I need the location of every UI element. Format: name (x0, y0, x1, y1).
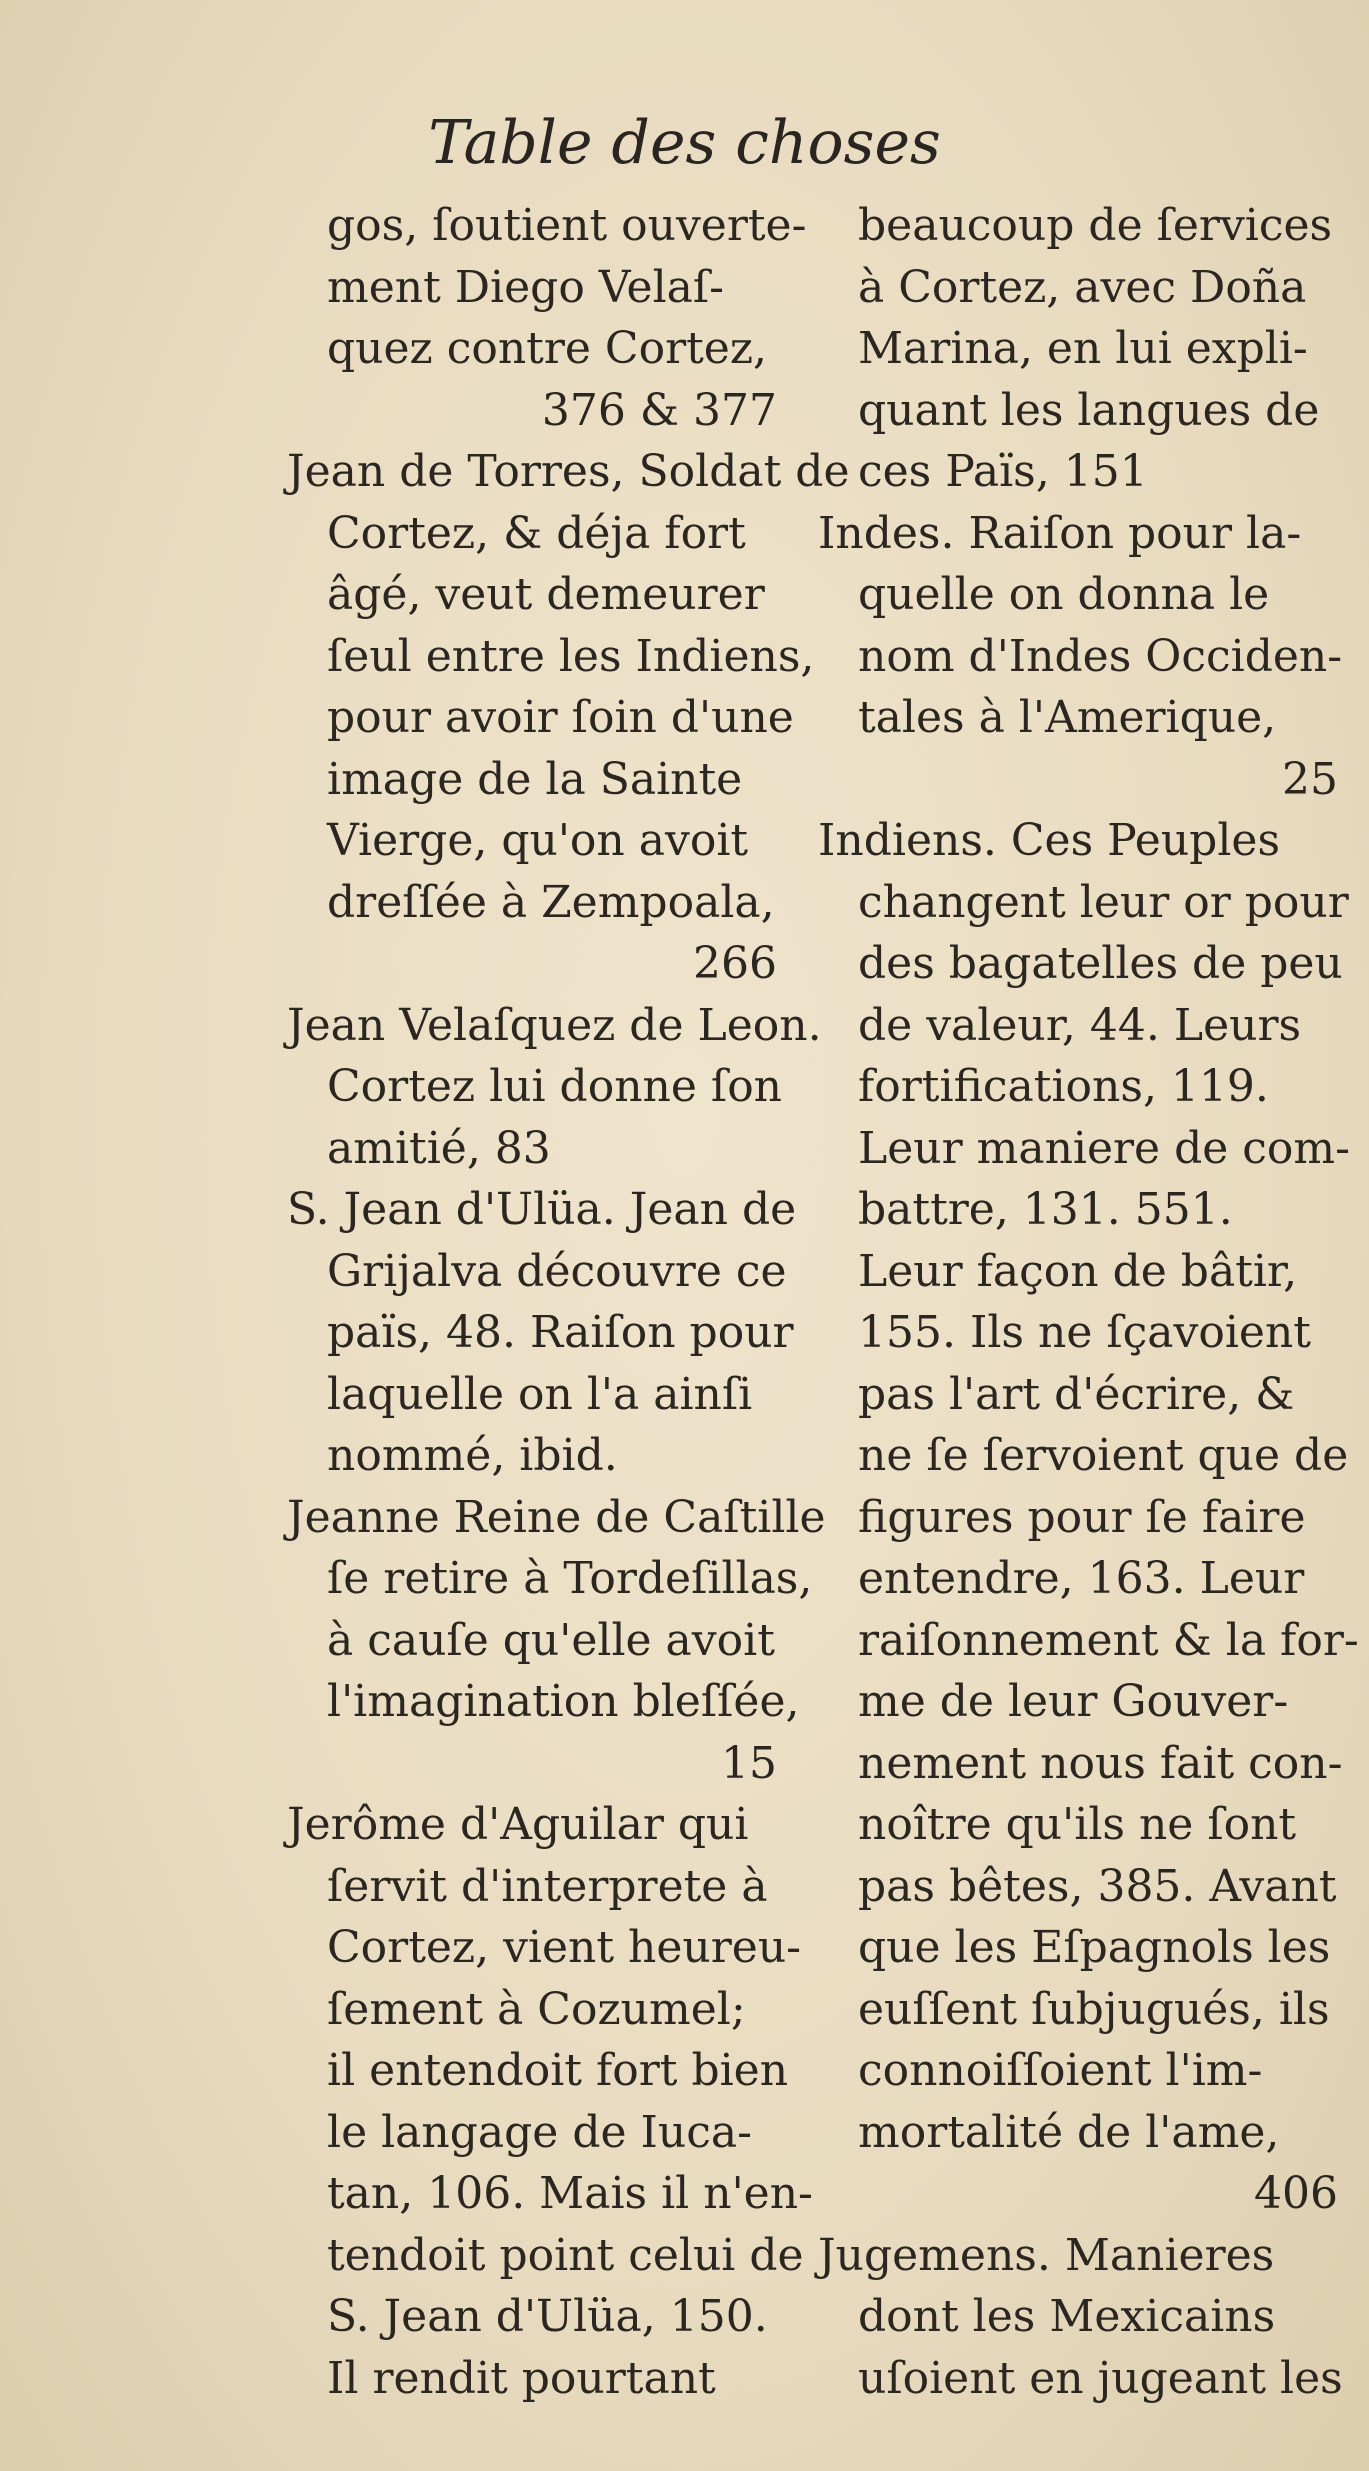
index-line: battre, 131. 551. (858, 1184, 1233, 1235)
index-line: Grijalva découvre ce (327, 1245, 787, 1297)
index-line: raiſonnement & la for- (858, 1614, 1359, 1666)
index-line: gos, ſoutient ouverte- (327, 200, 807, 251)
left-column (287, 195, 850, 2409)
index-line: Jean de Torres, Soldat de (287, 446, 850, 497)
index-line: quez contre Cortez, (327, 323, 767, 374)
index-line: laquelle on l'a ainſi (327, 1368, 753, 1420)
index-line: entendre, 163. Leur (858, 1553, 1305, 1604)
index-line: des bagatelles de peu (858, 938, 1343, 989)
index-line: à cauſe qu'elle avoit (327, 1614, 775, 1666)
index-line: de valeur, 44. Leurs (858, 999, 1302, 1051)
index-line: 15 (721, 1737, 777, 1789)
index-line: 155. Ils ne ſçavoient (858, 1307, 1311, 1358)
index-line: 376 & 377 (541, 384, 777, 436)
index-line: quelle on donna le (858, 569, 1270, 620)
index-line: il entendoit fort bien (327, 2045, 789, 2096)
index-line: 266 (693, 938, 777, 989)
index-line: nom d'Indes Occiden- (858, 630, 1343, 682)
index-line: fortifications, 119. (858, 1061, 1269, 1112)
index-line: ne ſe ſervoient que de (858, 1430, 1349, 1481)
index-line: nement nous fait con- (858, 1737, 1343, 1789)
index-line: ſervit d'interprete à (327, 1860, 768, 1912)
index-line: Cortez, & déja fort (327, 507, 746, 559)
index-line: me de leur Gouver- (858, 1676, 1289, 1727)
index-line: mortalité de l'ame, (858, 2106, 1280, 2158)
index-line: amitié, 83 (327, 1122, 551, 1174)
index-line: S. Jean d'Ulüa, 150. (327, 2291, 768, 2342)
index-line: Cortez lui donne ſon (327, 1061, 783, 1112)
index-line: à Cortez, avec Doña (858, 261, 1307, 313)
index-line: Vierge, qu'on avoit (327, 815, 749, 866)
index-line: image de la Sainte (327, 753, 743, 805)
index-line: Indes. Raiſon pour la- (818, 507, 1302, 559)
index-line: l'imagination bleſſée, (327, 1676, 800, 1727)
index-line: Jugemens. Manieres (818, 2229, 1275, 2281)
index-line: ſe retire à Tordeſillas, (327, 1553, 813, 1604)
index-line: âgé, veut demeurer (327, 569, 765, 620)
index-line: dreſſée à Zempoala, (327, 876, 775, 928)
index-line: le langage de Iuca- (327, 2106, 752, 2158)
index-line: changent leur or pour (858, 876, 1349, 928)
index-line: païs, 48. Raiſon pour (327, 1307, 794, 1358)
index-line: pas l'art d'écrire, & (858, 1368, 1295, 1420)
index-line: figures pour ſe faire (858, 1491, 1306, 1543)
index-line: Marina, en lui expli- (858, 323, 1308, 374)
index-line: pour avoir ſoin d'une (327, 692, 794, 743)
index-line: Jean Velaſquez de Leon. (287, 999, 822, 1051)
index-line: Indiens. Ces Peuples (818, 815, 1281, 866)
index-line: Jeanne Reine de Caſtille (287, 1491, 826, 1543)
index-line: noître qu'ils ne ſont (858, 1799, 1297, 1850)
index-line: euſſent ſubjugués, ils (858, 1983, 1330, 2035)
index-line: uſoient en jugeant les (858, 2352, 1343, 2404)
index-line: pas bêtes, 385. Avant (858, 1860, 1337, 1912)
index-line: nommé, ibid. (327, 1430, 618, 1481)
index-line: beaucoup de ſervices (858, 200, 1333, 251)
index-line: connoiſſoient l'im- (858, 2045, 1263, 2096)
index-line: Jerôme d'Aguilar qui (287, 1799, 749, 1850)
index-line: Cortez, vient heureu- (327, 1922, 802, 1973)
right-column (818, 195, 1359, 2409)
index-line: tan, 106. Mais il n'en- (327, 2168, 813, 2219)
index-line: tales à l'Amerique, (858, 692, 1277, 743)
index-line: S. Jean d'Ulüa. Jean de (287, 1184, 797, 1235)
index-line: ſement à Cozumel; (327, 1983, 746, 2035)
index-line: ſeul entre les Indiens, (327, 630, 815, 682)
index-line: que les Eſpagnols les (858, 1922, 1331, 1973)
index-line: Leur façon de bâtir, (858, 1245, 1298, 1297)
index-line: tendoit point celui de (327, 2229, 804, 2281)
index-line: ment Diego Velaſ- (327, 261, 725, 313)
running-header: Table des choses (428, 108, 941, 178)
index-line: Leur maniere de com- (858, 1122, 1350, 1174)
index-line: 25 (1282, 753, 1338, 805)
index-line: 406 (1254, 2168, 1338, 2219)
index-line: quant les langues de (858, 384, 1320, 436)
index-line: ces Païs, 151 (858, 446, 1148, 497)
index-line: Il rendit pourtant (327, 2352, 716, 2404)
index-line: dont les Mexicains (858, 2291, 1276, 2342)
